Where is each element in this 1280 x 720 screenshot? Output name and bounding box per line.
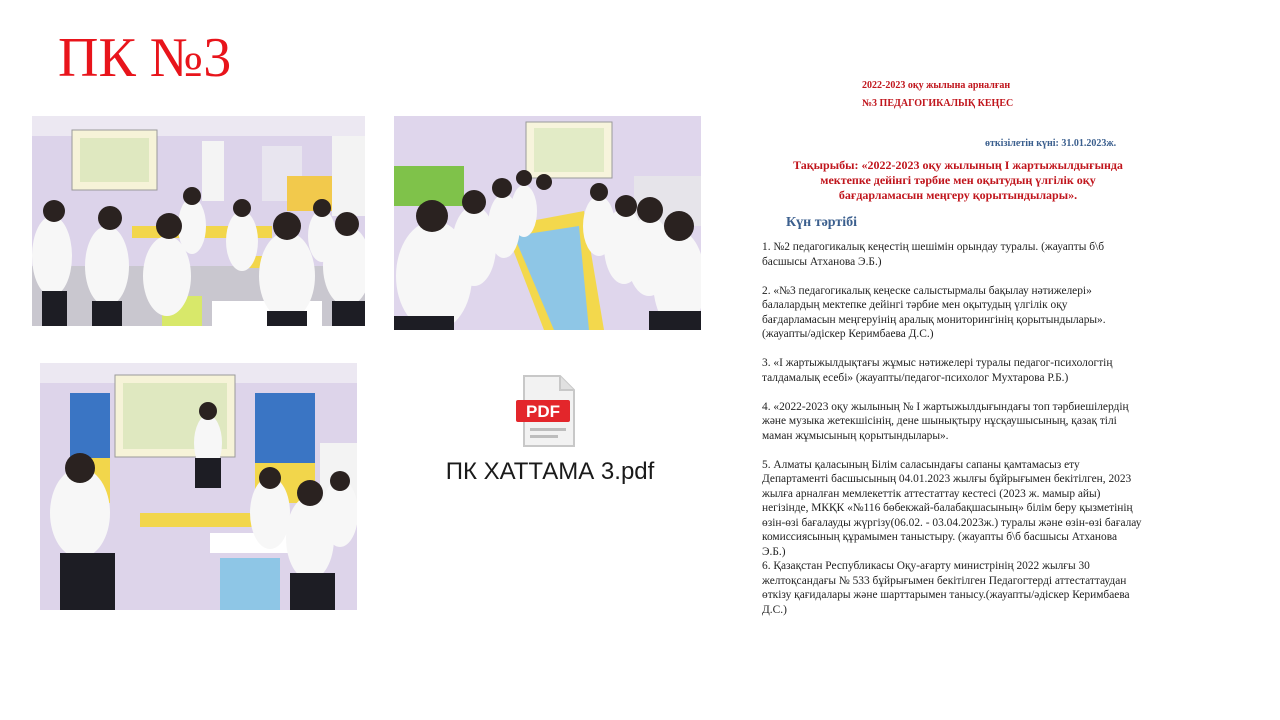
agenda-item: 3. «І жартыжылдықтағы жұмыс нәтижелері туралы педагог-психологтің талдамалық есебі» (жауапты/педагог-психолог Мухтарова Р.Б.)	[762, 357, 1113, 384]
document-topic: Тақырыбы: «2022-2023 оқу жылының І жартыжылдығында мектепке дейінгі тәрбие мен оқытудың үлгілік оқу бағдарламасын меңгеру қорытындылары».	[793, 158, 1123, 202]
agenda-list	[762, 240, 1142, 617]
pdf-attachment[interactable]	[420, 374, 680, 494]
agenda-item: 5. Алматы қаласының Білім саласындағы сапаны қамтамасыз ету Департаменті басшысының 04.01.2023 жылғы бұйрығымен бекітілген, 2023 жылға арналған мемлекеттік аттестаттау кестесі (2023 ж. мамыр айы) негізінде, МКҚК «№116 бөбекжай-балабақшасының» білім беру қызметінің өзін-өзі бағалауды жүргізу(06.02. - 03.04.2023ж.) туралы және өзін-өзі бағалау комиссиясының құрамымен таныстыру. (жауапты б\б басшысы Атханова Э.Б.)	[762, 458, 1142, 558]
agenda-item: 2. «№3 педагогикалық кеңеске салыстырмалы бақылау нәтижелері» балалардың мектепке дейінгі тәрбие мен оқытудың үлгілік оқу бағдарламасын меңгеруінің аралық мониторингінің қорытындылары». (жауапты/әдіскер Керимбаева Д.С.)	[762, 284, 1106, 340]
slide-title: ПК №3	[58, 27, 232, 89]
agenda-item: 1. №2 педагогикалық кеңестің шешімін орындау туралы. (жауапты б\б басшысы Атханова Э.Б.)	[762, 241, 1104, 268]
document-header-line1: 2022-2023 оқу жылына арналған	[862, 80, 1011, 91]
pdf-file-name[interactable]: ПК ХАТТАМА 3.pdf	[445, 458, 655, 485]
agenda-item: 6. Қазақстан Республикасы Оқу-ағарту министрінің 2022 жылғы 30 желтоқсандағы № 533 бұйрығымен бекітілген Педагогтерді аттестаттаудан өткізу қағидалары және шарттарымен таныcу.(жауапты/әдіскер Керимбаева Д.С.)	[762, 560, 1130, 616]
agenda-title: Күн тәртібі	[786, 215, 858, 230]
agenda-item: 4. «2022-2023 оқу жылының № І жартыжылдығындағы топ тәрбиешілердің және музыка жетекшісінің, дене шынықтыру нұсқаушысының, қазақ тілі маман жұмысының қорытындылары».	[762, 400, 1129, 442]
pdf-file-icon	[516, 374, 578, 448]
meeting-photo-2	[394, 116, 701, 330]
document-header-line2: №3 ПЕДАГОГИКАЛЫҚ КЕҢЕС	[862, 98, 1014, 109]
meeting-photo-3	[40, 363, 357, 610]
pdf-icon-label: PDF	[526, 402, 560, 421]
document-date: өткізілетін күні: 31.01.2023ж.	[985, 138, 1117, 149]
meeting-photo-1	[32, 116, 365, 326]
